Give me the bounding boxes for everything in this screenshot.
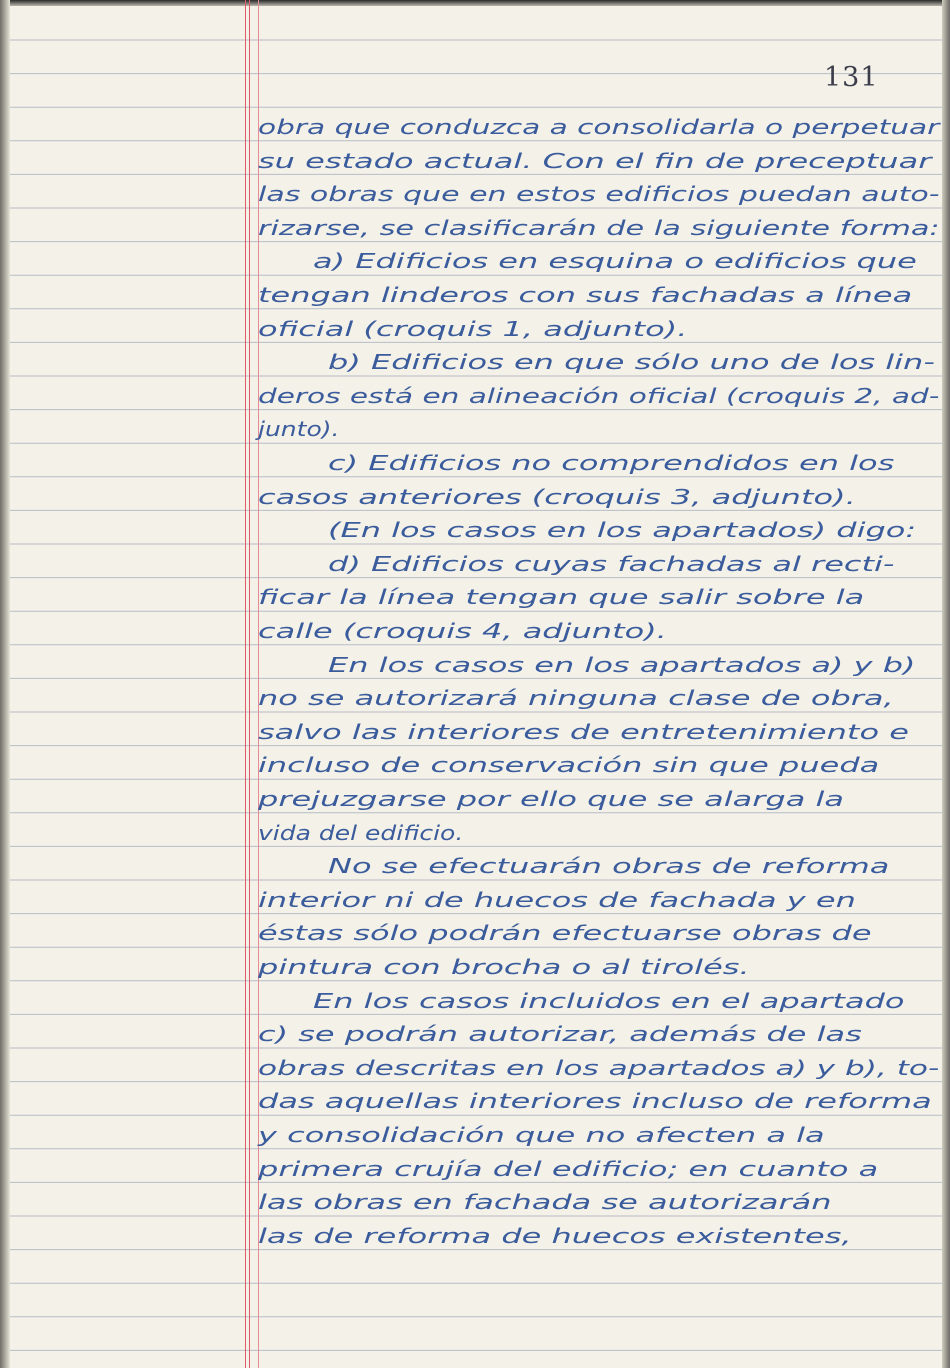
text-line: calle (croquis 4, adjunto). (258, 619, 667, 643)
text-line: c) Edificios no comprendidos en los (328, 451, 895, 475)
text-line: b) Edificios en que sólo uno de los lin- (328, 350, 935, 375)
text-line: las de reforma de huecos existentes, (258, 1223, 852, 1248)
text-line: deros está en alineación oficial (croquis 2, ad- (258, 383, 940, 408)
text-line: c) se podrán autorizar, además de las (258, 1022, 862, 1047)
text-line: interior ni de huecos de fachada y en (258, 887, 856, 912)
text-line: su estado actual. Con el fin de preceptuar (258, 148, 932, 173)
margin-line-right (249, 0, 250, 1368)
text-line: casos anteriores (croquis 3, adjunto). (258, 484, 856, 509)
text-line: primera crujía del edificio; en cuanto a (258, 1156, 879, 1181)
text-line: pintura con brocha o al tirolés. (258, 955, 750, 979)
text-line: ficar la línea tengan que salir sobre la (258, 585, 865, 610)
text-line: vida del edificio. (258, 820, 464, 845)
text-line: (En los casos en los apartados) digo: (328, 518, 917, 543)
text-line: rizarse, se clasificarán de la siguiente forma: (258, 215, 940, 240)
text-line: das aquellas interiores incluso de reforma (258, 1089, 932, 1114)
text-line: incluso de conservación sin que pueda (258, 753, 880, 778)
text-line: éstas sólo podrán efectuarse obras de (258, 921, 872, 946)
text-line: no se autorizará ninguna clase de obra, (258, 686, 894, 711)
text-line: tengan linderos con sus fachadas a línea (258, 283, 913, 307)
text-line: prejuzgarse por ello que se alarga la (258, 787, 845, 811)
text-line: las obras que en estos edificios puedan auto- (258, 182, 940, 207)
text-line: d) Edificios cuyas fachadas al recti- (328, 551, 895, 576)
page-number: 131 (824, 62, 879, 93)
margin-line-left (245, 0, 246, 1368)
text-line: obra que conduzca a consolidarla o perpetuar (258, 115, 940, 139)
text-line: a) Edificios en esquina o edificios que (313, 249, 917, 274)
text-line: No se efectuarán obras de reforma (328, 854, 890, 879)
text-line: oficial (croquis 1, adjunto). (258, 316, 688, 341)
text-line: obras descritas en los apartados a) y b), to- (258, 1055, 940, 1080)
text-line: En los casos incluidos en el apartado (313, 988, 905, 1013)
text-line: y consolidación que no afecten a la (258, 1123, 825, 1147)
text-line: junto). (258, 417, 340, 442)
text-line: las obras en fachada se autorizarán (258, 1190, 832, 1215)
text-line: En los casos en los apartados a) y b) (328, 652, 916, 677)
text-line: salvo las interiores de entretenimiento e (258, 719, 909, 744)
